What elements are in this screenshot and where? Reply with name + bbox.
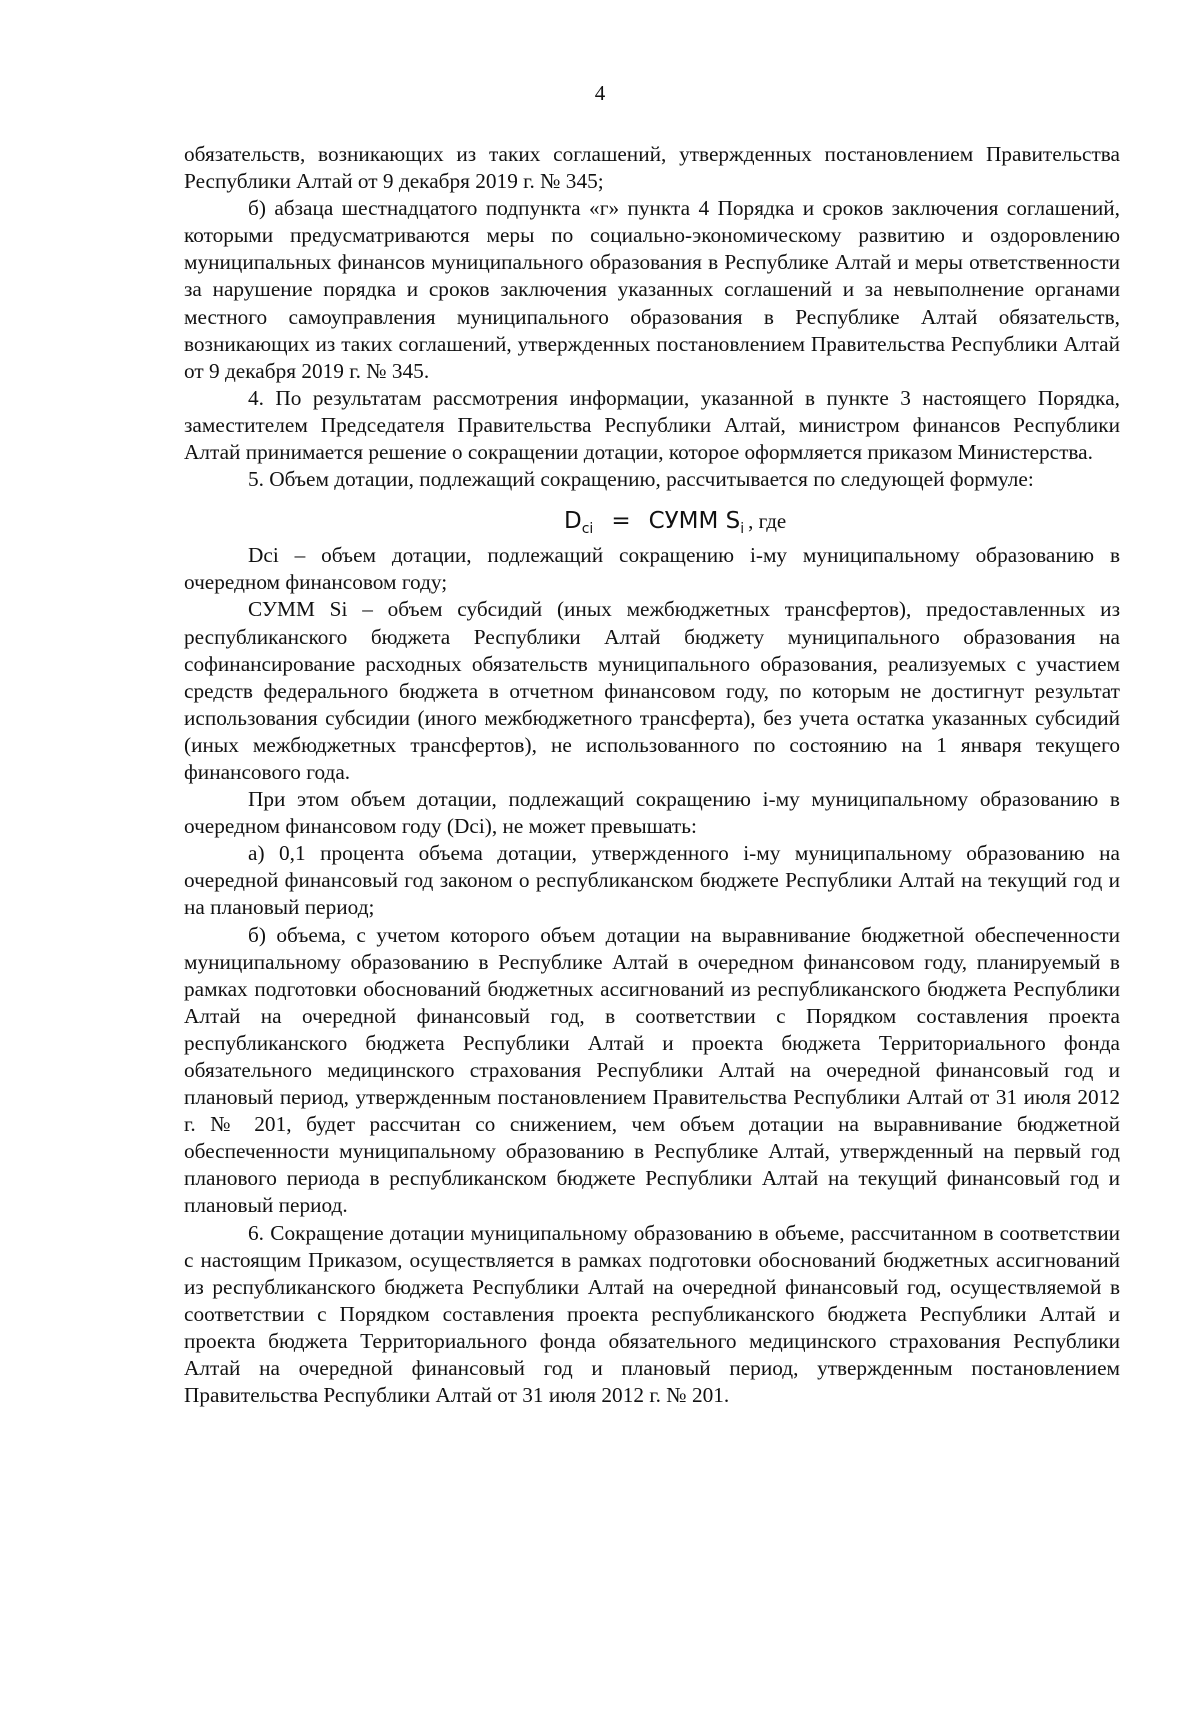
page-number: 4 bbox=[594, 81, 606, 105]
formula-rhs bbox=[648, 508, 745, 538]
formula-lhs-symbol: D bbox=[564, 508, 582, 535]
formula-lhs bbox=[564, 508, 594, 538]
paragraph-limit-a: а) 0,1 процента объема дотации, утвержденного i-му муниципальному образованию на очередной финансовый год законом о республиканском бюджете Республики Алтай на текущий год и на плановый период; bbox=[184, 841, 1120, 920]
paragraph-item-4: 4. По результатам рассмотрения информации, указанной в пункте 3 настоящего Порядка, заместителем Председателя Правительства Республики Алтай, министром финансов Республики Алтай принимается решение о сокращении дотации, которое оформляется приказом Министерства. bbox=[184, 385, 1120, 465]
formula-lhs-subscript: ci bbox=[581, 521, 594, 538]
paragraph-limit-b: б) объема, с учетом которого объем дотации на выравнивание бюджетной обеспеченности муниципальному образованию в Республике Алтай в очередном финансовом году, планируемый в рамках подготовки обоснований бюджетных ассигнований из республиканского бюджета Республики Алтай на очередной финансовый год, в соответствии с Порядком составления проекта республиканского бюджета Республики Алтай и проекта бюджета Территориального фонда обязательного медицинского страхования Республики Алтай на очередной финансовый год и плановый период, утвержденным постановлением Правительства Республики Алтай от 31 июля 2012 г. № 201, будет рассчитан со снижением, чем объем дотации на выравнивание бюджетной обеспеченности муниципальному образованию в Республике Алтай, утвержденный на первый год планового периода в республиканском бюджете Республики Алтай на текущий финансовый год и плановый период. bbox=[184, 922, 1120, 1218]
paragraph-dci-definition: Dci – объем дотации, подлежащий сокращению i-му муниципальному образованию в очередном финансовом году; bbox=[184, 543, 1120, 595]
paragraph-summ-definition: СУММ Si – объем субсидий (иных межбюджетных трансфертов), предоставленных из республиканского бюджета Республики Алтай бюджету муниципального образования на софинансирование расходных обязательств муниципального образования, реализуемых с участием средств федерального бюджета в отчетном финансовом году, по которым не достигнут результат использования субсидии (иного межбюджетного трансферта), без учета остатка указанных субсидий (иных межбюджетных трансфертов), не использованного по состоянию на 1 января текущего финансового года. bbox=[184, 597, 1120, 784]
document-body bbox=[184, 141, 1120, 1409]
formula-rhs-symbol: СУММ S bbox=[648, 508, 741, 535]
paragraph-subitem-b: б) абзаца шестнадцатого подпункта «г» пункта 4 Порядка и сроков заключения соглашений, которыми предусматриваются меры по социально-экономическому развитию и оздоровлению муниципальных финансов муниципального образования в Республике Алтай и меры ответственности за нарушение порядка и сроков заключения указанных соглашений и за невыполнение органами местного самоуправления муниципального образования в Республике Алтай обязательств, возникающих из таких соглашений, утвержденных постановлением Правительства Республики Алтай от 9 декабря 2019 г. № 345. bbox=[184, 196, 1120, 383]
formula-rhs-subscript: i bbox=[740, 521, 745, 538]
paragraph-item-6: 6. Сокращение дотации муниципальному образованию в объеме, рассчитанном в соответствии с настоящим Приказом, осуществляется в рамках подготовки обоснований бюджетных ассигнований из республиканского бюджета Республики Алтай на очередной финансовый год, осуществляемой в соответствии с Порядком составления проекта республиканского бюджета Республики Алтай и проекта бюджета Территориального фонда обязательного медицинского страхования Республики Алтай на очередной финансовый год и плановый период, утвержденным постановлением Правительства Республики Алтай от 31 июля 2012 г. № 201. bbox=[184, 1220, 1120, 1408]
paragraph-limit-intro: При этом объем дотации, подлежащий сокращению i-му муниципальному образованию в очередном финансовом году (Dci), не может превышать: bbox=[184, 787, 1120, 839]
paragraph-continuation: обязательств, возникающих из таких соглашений, утвержденных постановлением Правительства Республики Алтай от 9 декабря 2019 г. № 345; bbox=[184, 142, 1120, 194]
formula-where: , где bbox=[748, 509, 787, 534]
paragraph-item-5: 5. Объем дотации, подлежащий сокращению, рассчитывается по следующей формуле: bbox=[248, 467, 1034, 492]
formula-equals: = bbox=[611, 508, 631, 535]
reduction-formula bbox=[184, 505, 1120, 537]
